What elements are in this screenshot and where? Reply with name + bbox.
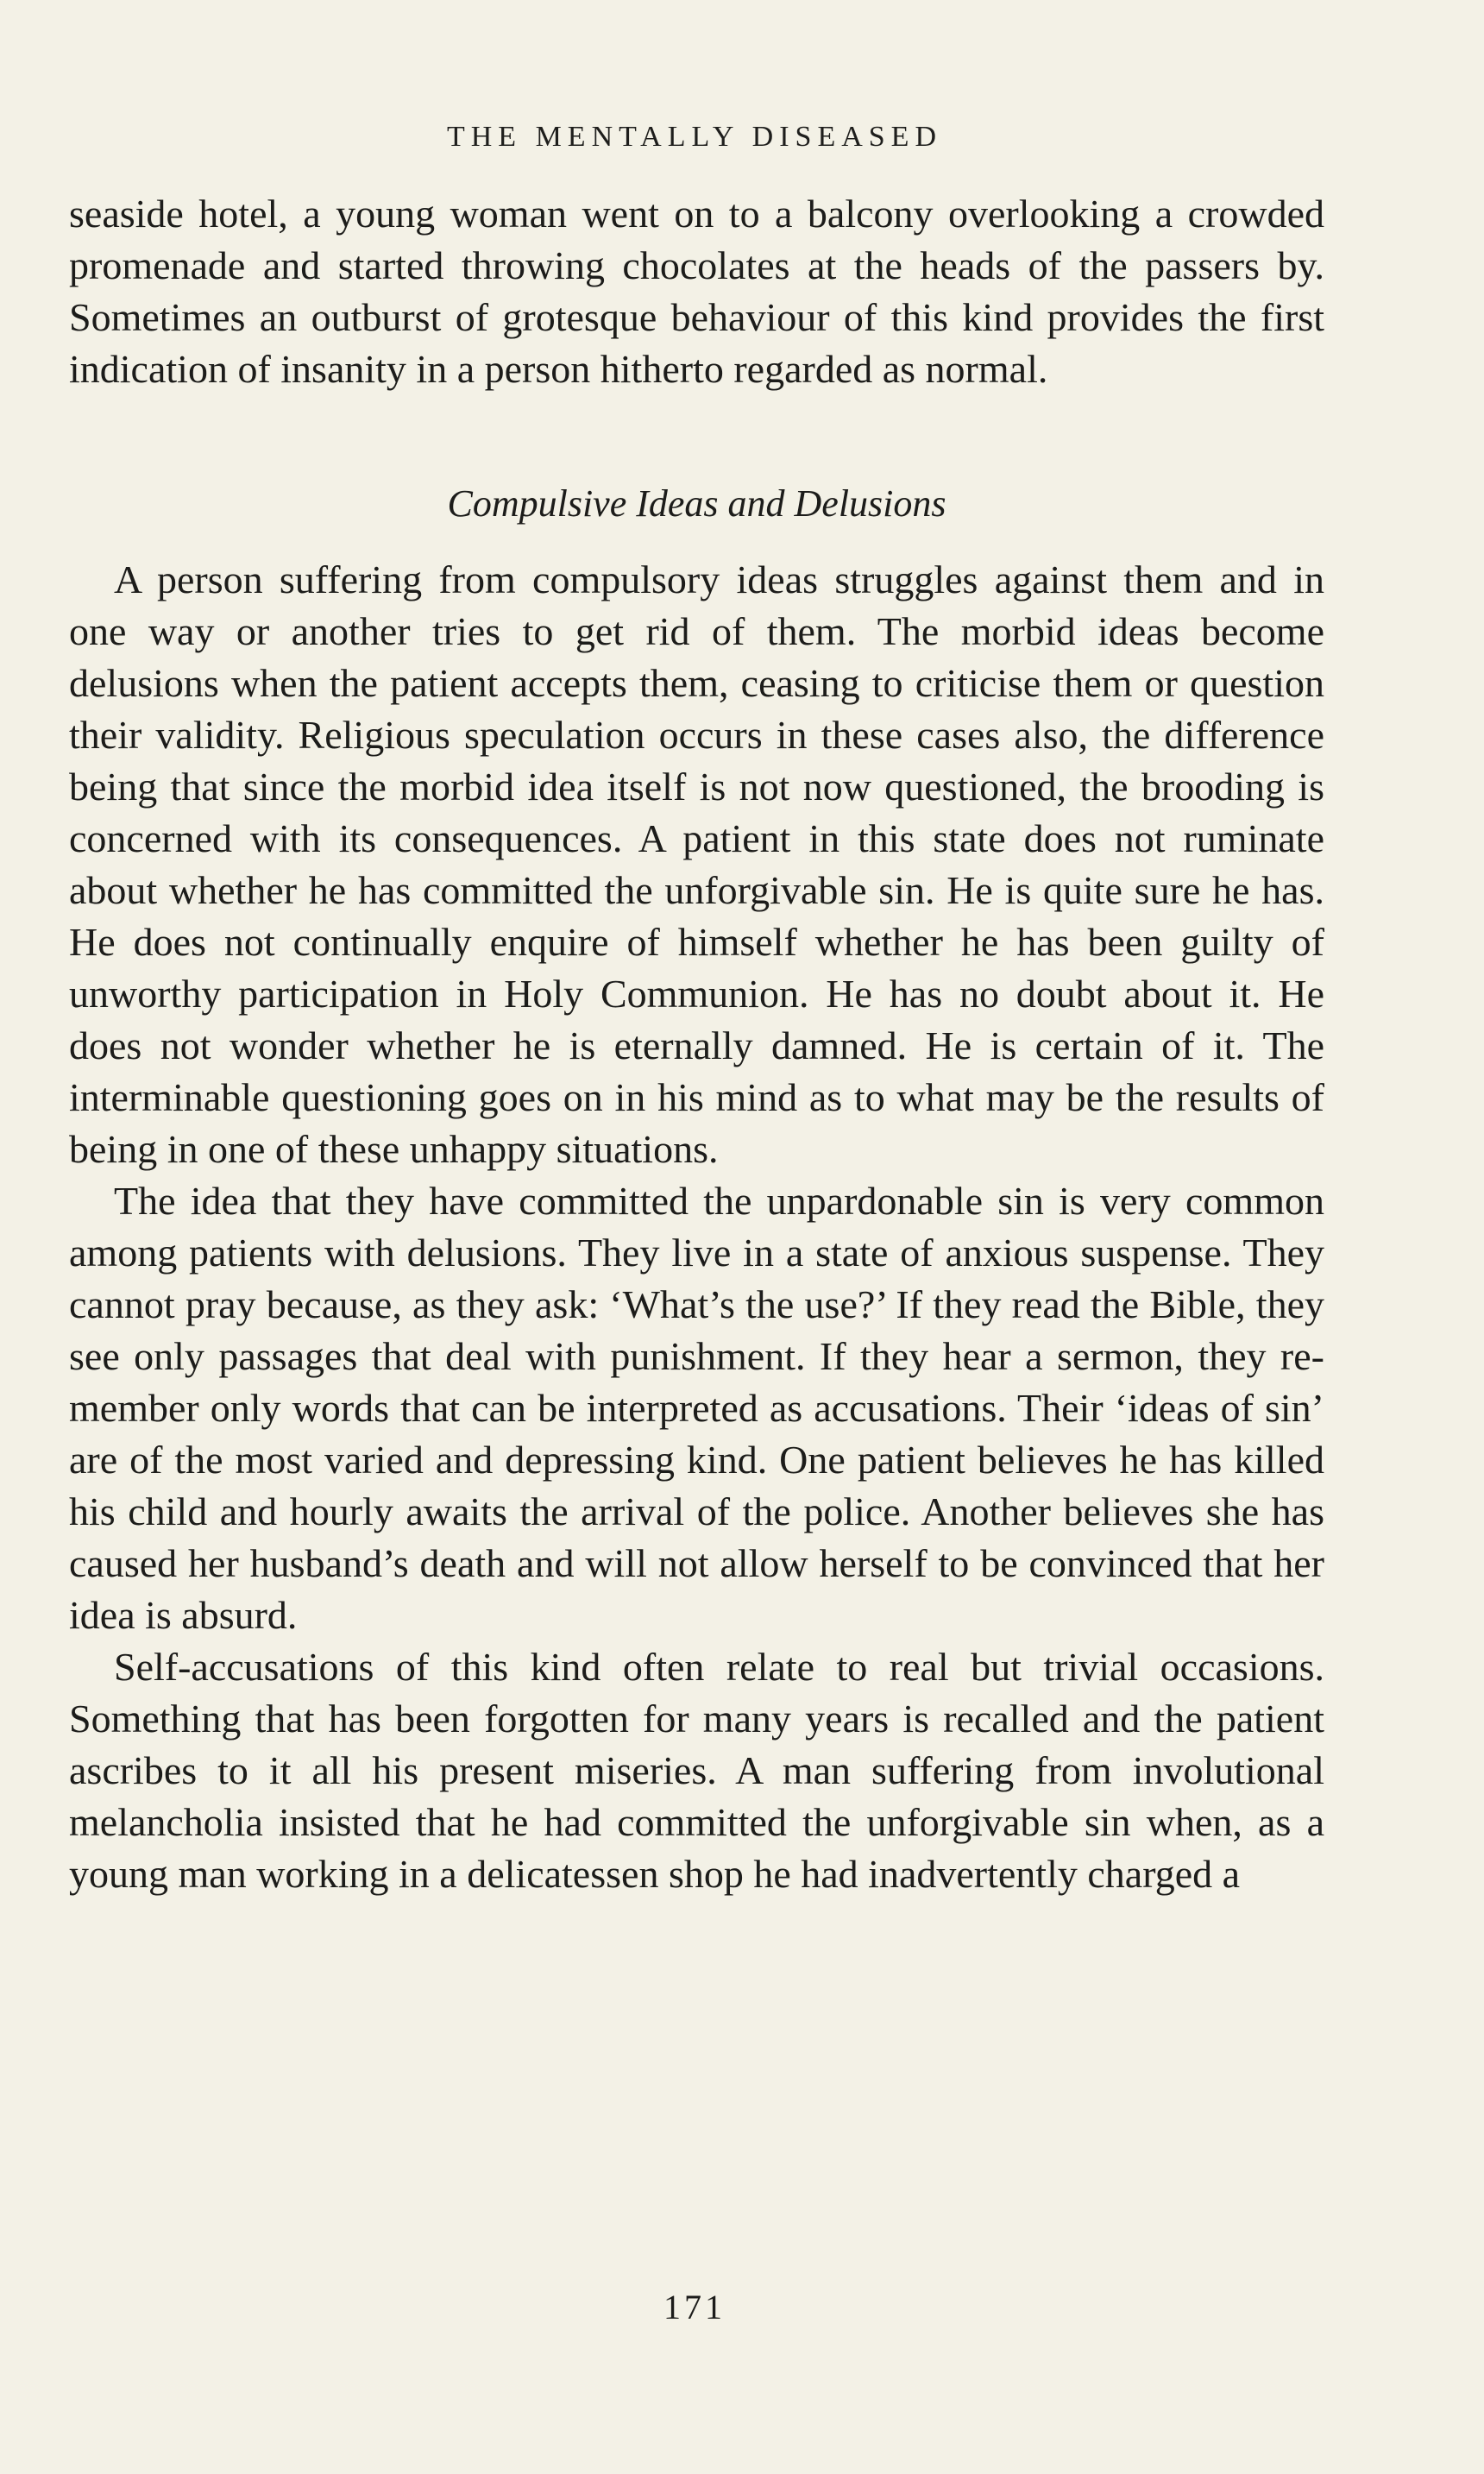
- paragraph: Self-accusations of this kind often relate to real but trivial occasions. Something that has been forgotten for many years is recalled and the patient ascribes to it all his present miseries. A man suffering from involutional melancholia insisted that he had committed the unforgivable sin when, as a young man working in a delicatessen shop he had inadvertently charged a: [69, 1645, 1324, 1896]
- body-text: [69, 188, 1324, 1900]
- paragraph-continued: seaside hotel, a young woman went on to a balcony overlooking a crowded promenade and started throwing chocolates at the heads of the passers by. Sometimes an outburst of grotesque behaviour of this kind provides the first indication of insanity in a person hitherto regarded as normal.: [69, 192, 1324, 391]
- page-number: 171: [663, 2288, 726, 2326]
- section-heading: Compulsive Ideas and Delusions: [447, 482, 946, 525]
- running-head: THE MENTALLY DISEASED: [446, 121, 942, 153]
- paragraph: The idea that they have committed the unpardonable sin is very common among patients with delusions. They live in a state of anxious suspense. They cannot pray because, as they ask: ‘What’s the use?’ If they read the Bible, they see only passages that deal with punishment. If they hear a sermon, they remember only words that can be interpreted as accusations. Their ‘ideas of sin’ are of the most varied and depressing kind. One patient believes he has killed his child and hourly awaits the arrival of the police. Another believes she has caused her husband’s death and will not allow herself to be convinced that her idea is absurd.: [69, 1179, 1324, 1637]
- paragraph: A person suffering from compulsory ideas struggles against them and in one way or another tries to get rid of them. The morbid ideas become delusions when the patient accepts them, ceasing to criticise them or question their validity. Religious speculation occurs in these cases also, the difference being that since the morbid idea itself is not now questioned, the brooding is concerned with its consequences. A patient in this state does not ruminate about whether he has committed the unforgivable sin. He is quite sure he has. He does not continually enquire of himself whether he has been guilty of unworthy participation in Holy Communion. He has no doubt about it. He does not wonder whether he is eternally damned. He is certain of it. The interminable questioning goes on in his mind as to what may be the results of being in one of these unhappy situations.: [69, 557, 1324, 1171]
